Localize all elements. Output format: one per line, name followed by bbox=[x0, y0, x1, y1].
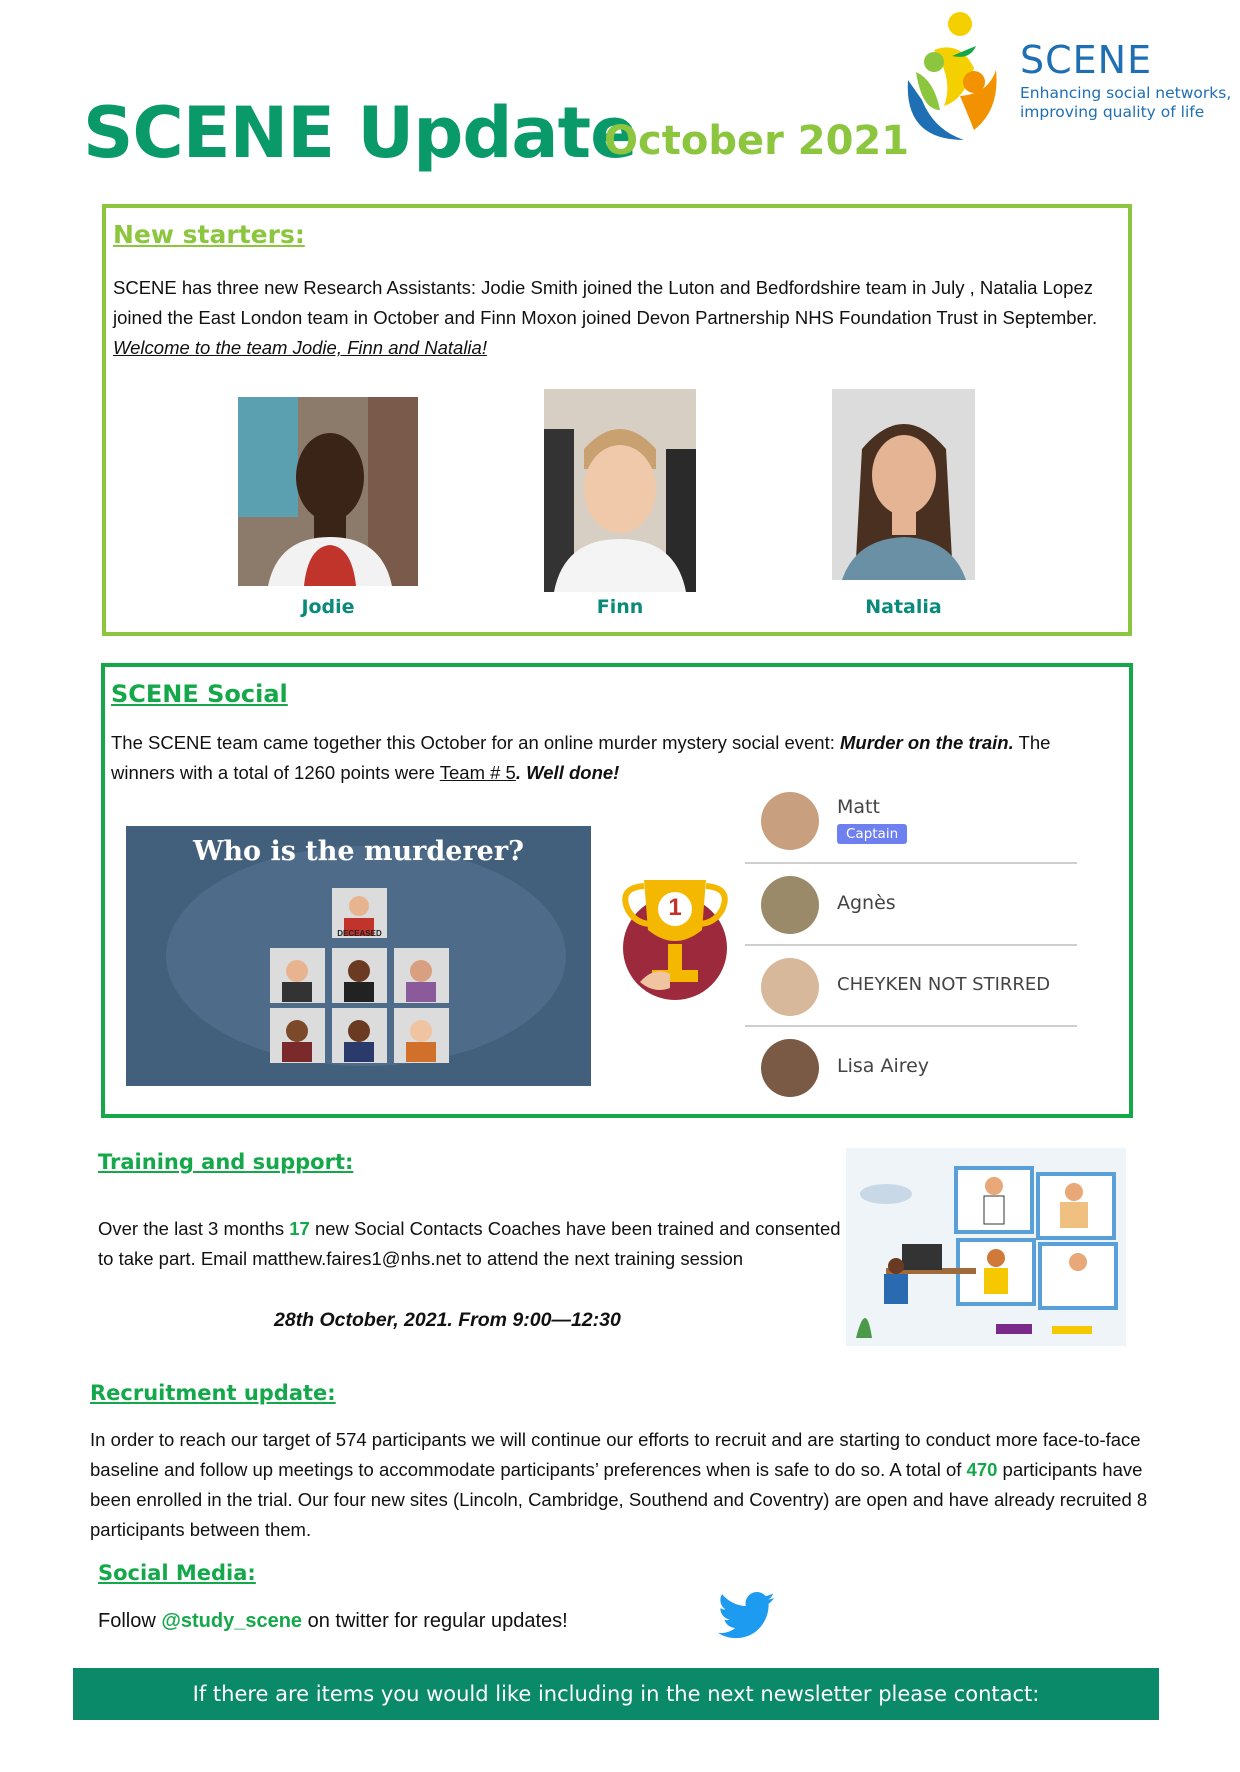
divider bbox=[745, 944, 1077, 946]
finn-photo bbox=[544, 389, 696, 592]
event-name: Murder on the train. bbox=[840, 732, 1014, 753]
new-starters-text: SCENE has three new Research Assistants: Jodie Smith joined the Luton and Bedfordshire team in July , Natalia Lopez joined the East London team in October and Finn Moxon joined Devon Partnership NHS Foundation Trust in September. bbox=[113, 277, 1098, 328]
trophy-number: 1 bbox=[668, 894, 682, 921]
member-name: Agnès bbox=[837, 892, 896, 914]
jodie-photo bbox=[238, 397, 418, 586]
social-media-text bbox=[98, 1606, 568, 1636]
social-body-start: The SCENE team came together this October for an online murder mystery social event: bbox=[111, 732, 841, 753]
social-body-mid: The winners with a total of 1260 points were bbox=[111, 732, 1051, 783]
training-session-date: 28th October, 2021. From 9:00—12:30 bbox=[274, 1309, 621, 1331]
training-body-end: new Social Contacts Coaches have been trained and consented to take part. Email matthew.faires1@nhs.net to attend the next training session bbox=[98, 1218, 841, 1269]
social-media-text-end: on twitter for regular updates! bbox=[302, 1610, 568, 1632]
training-body-start: Over the last 3 months bbox=[98, 1218, 290, 1239]
page-title: SCENE Update bbox=[83, 92, 637, 174]
twitter-bird-icon[interactable] bbox=[718, 1592, 776, 1640]
team-member-row bbox=[745, 948, 1080, 1026]
scene-social-heading: SCENE Social bbox=[111, 680, 288, 708]
team-member-row bbox=[745, 866, 1080, 944]
recruitment-heading: Recruitment update: bbox=[90, 1381, 336, 1405]
game-title: Who is the murderer? bbox=[193, 836, 524, 867]
natalia-name: Natalia bbox=[865, 596, 942, 618]
deceased-label: DECEASED bbox=[337, 929, 382, 938]
recruitment-body-end: participants have been enrolled in the trial. Our four new sites (Lincoln, Cambridge, Southend and Coventry) are open and have already recruited 8 participants between them. bbox=[90, 1459, 1148, 1540]
member-name: Matt bbox=[837, 796, 880, 818]
murder-mystery-image bbox=[126, 826, 591, 1086]
finn-name: Finn bbox=[596, 596, 644, 618]
natalia-photo bbox=[832, 389, 975, 580]
team-member-row bbox=[745, 782, 1080, 860]
avatar bbox=[761, 792, 819, 850]
social-media-heading: Social Media: bbox=[98, 1561, 256, 1585]
enrolled-count: 470 bbox=[966, 1459, 998, 1480]
logo-tagline: Enhancing social networks, improving quality of life bbox=[1020, 84, 1232, 121]
divider bbox=[745, 1025, 1077, 1027]
training-text bbox=[98, 1214, 848, 1274]
training-heading: Training and support: bbox=[98, 1150, 354, 1174]
welcome-text: Welcome to the team Jodie, Finn and Natalia! bbox=[113, 337, 487, 358]
avatar bbox=[761, 1039, 819, 1097]
scene-social-text bbox=[111, 728, 1116, 788]
social-media-text-start: Follow bbox=[98, 1610, 162, 1632]
avatar bbox=[761, 876, 819, 934]
member-name: CHEYKEN NOT STIRRED bbox=[837, 974, 1051, 995]
jodie-name: Jodie bbox=[301, 596, 355, 618]
new-starters-heading: New starters: bbox=[113, 220, 305, 249]
recruitment-body-start: In order to reach our target of 574 participants we will continue our efforts to recruit and are starting to conduct more face-to-face baseline and follow up meetings to accommodate participants’ preferences when is safe to do so. A total of bbox=[90, 1429, 1141, 1480]
captain-badge: Captain bbox=[837, 824, 907, 844]
twitter-handle[interactable]: @study_scene bbox=[161, 1610, 303, 1632]
recruitment-text bbox=[90, 1425, 1154, 1545]
video-call-illustration bbox=[846, 1148, 1126, 1346]
winning-team: Team # 5 bbox=[439, 762, 516, 783]
logo-name: SCENE bbox=[1020, 38, 1153, 82]
well-done: . Well done! bbox=[515, 762, 620, 783]
trophy-icon bbox=[612, 878, 738, 1004]
divider bbox=[745, 862, 1077, 864]
avatar bbox=[761, 958, 819, 1016]
issue-date: October 2021 bbox=[604, 118, 910, 164]
coaches-count: 17 bbox=[289, 1218, 310, 1239]
member-name: Lisa Airey bbox=[837, 1055, 930, 1077]
footer-contact-banner: If there are items you would like including in the next newsletter please contact: natalia.lopezchemas@nhs.net bbox=[73, 1668, 1159, 1720]
team-member-row bbox=[745, 1029, 1080, 1107]
